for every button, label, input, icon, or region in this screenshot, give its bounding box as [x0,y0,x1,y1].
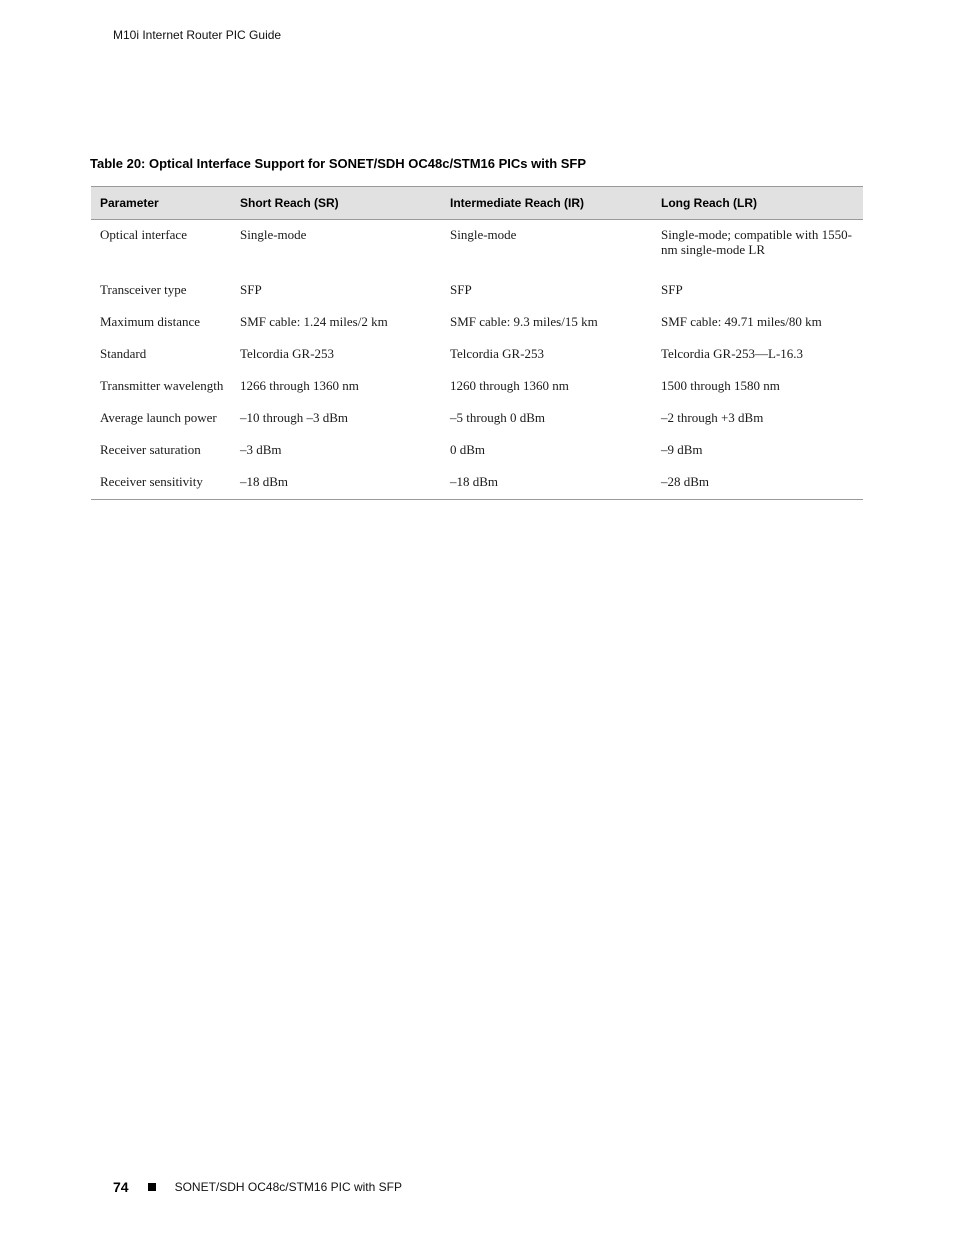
table-cell: Optical interface [100,227,187,242]
column-header-long-reach: Long Reach (LR) [652,187,863,220]
table-cell: –18 dBm [441,467,652,500]
table-cell: Telcordia GR-253 [450,346,545,361]
table-cell: Telcordia GR-253—L-16.3 [661,346,804,361]
table-header-row [91,187,863,220]
table-row [91,435,863,467]
table-cell: Single-mode; compatible with 1550-nm single-mode LR [661,227,852,257]
table-cell: –10 through –3 dBm [240,410,348,425]
square-bullet-icon [148,1183,156,1191]
table-cell: 1260 through 1360 nm [450,378,569,393]
table-cell: Single-mode [240,227,307,242]
table-row [91,467,863,500]
table-cell: SFP [240,282,262,297]
running-header: M10i Internet Router PIC Guide [113,28,282,42]
table-row [91,275,863,307]
table-row [91,339,863,371]
table-row [91,371,863,403]
table-cell: Receiver sensitivity [91,467,231,500]
table-cell: SMF cable: 49.71 miles/80 km [661,314,822,329]
table-cell: SFP [661,282,683,297]
table-caption: Table 20: Optical Interface Support for SONET/SDH OC48c/STM16 PICs with SFP [90,156,587,171]
table-cell: Average launch power [100,410,217,425]
table-cell: 1500 through 1580 nm [661,378,780,393]
table-row [91,307,863,339]
table-cell: –5 through 0 dBm [450,410,545,425]
table-cell: Receiver saturation [100,442,201,457]
table-cell: SMF cable: 1.24 miles/2 km [240,314,388,329]
column-header-intermediate-reach: Intermediate Reach (IR) [441,187,652,220]
table-cell: 1266 through 1360 nm [240,378,359,393]
footer-section-title: SONET/SDH OC48c/STM16 PIC with SFP [174,1180,402,1194]
table-cell: Transceiver type [100,282,187,297]
table-cell: Maximum distance [100,314,201,329]
table-cell: Transmitter wavelength [100,378,224,393]
table-cell: Telcordia GR-253 [240,346,335,361]
table-cell: SMF cable: 9.3 miles/15 km [450,314,598,329]
optical-interface-table [91,186,863,500]
column-header-parameter: Parameter [91,187,231,220]
table-cell: Standard [100,346,147,361]
page-number: 74 [113,1179,129,1195]
column-header-short-reach: Short Reach (SR) [231,187,441,220]
table-cell: –2 through +3 dBm [661,410,764,425]
page-footer [113,1179,402,1195]
table-row [91,220,863,276]
table-cell: –3 dBm [240,442,282,457]
table-cell: –9 dBm [661,442,703,457]
table-cell: 0 dBm [450,442,486,457]
table-cell: Single-mode [450,227,517,242]
table-row [91,403,863,435]
table-cell: SFP [450,282,472,297]
table-cell: –18 dBm [231,467,441,500]
table-cell: –28 dBm [652,467,863,500]
